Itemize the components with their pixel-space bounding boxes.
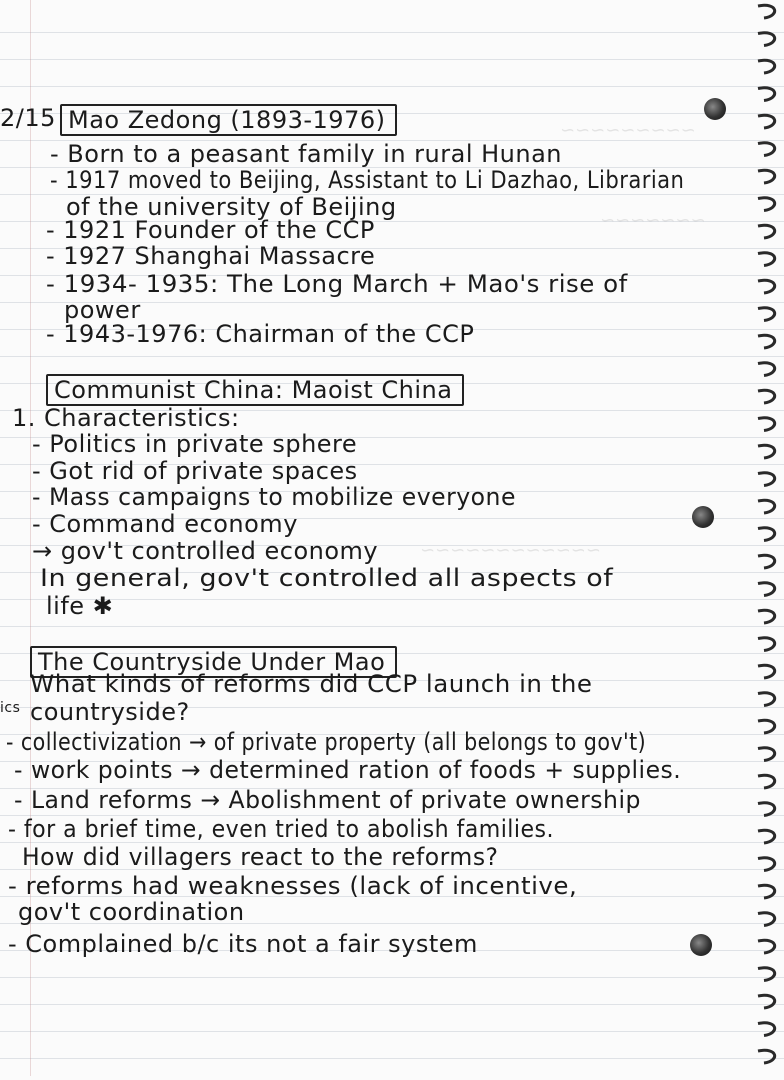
note-line: - reforms had weaknesses (lack of incentive, (8, 872, 578, 900)
spiral-ring (758, 225, 775, 238)
note-line: - 1917 moved to Beijing, Assistant to Li Dazhao, Librarian (50, 166, 685, 194)
spiral-ring (758, 858, 775, 871)
spiral-ring (758, 280, 775, 293)
spiral-ring (758, 610, 775, 623)
date-label: 2/15 (0, 104, 56, 132)
binder-hole (690, 934, 712, 956)
spiral-ring (758, 308, 775, 321)
note-line: 1. Characteristics: (12, 404, 240, 432)
note-line: - Got rid of private spaces (32, 457, 358, 485)
spiral-ring (758, 665, 775, 678)
binder-hole (704, 98, 726, 120)
spiral-ring (758, 1023, 775, 1036)
note-line: - collectivization → of private property (all belongs to gov't) (6, 728, 647, 756)
note-line: - Mass campaigns to mobilize everyone (32, 483, 516, 511)
spiral-ring (758, 500, 775, 513)
spiral-ring (758, 115, 775, 128)
spiral-ring (758, 995, 775, 1008)
spiral-ring (758, 143, 775, 156)
note-line: - 1927 Shanghai Massacre (46, 242, 376, 270)
spiral-ring (758, 390, 775, 403)
note-line: How did villagers react to the reforms? (22, 843, 499, 871)
note-line: gov't coordination (18, 898, 245, 926)
spiral-ring (758, 418, 775, 431)
spiral-ring (758, 170, 775, 183)
spiral-ring (758, 88, 775, 101)
spiral-ring (758, 555, 775, 568)
spiral-ring (758, 913, 775, 926)
spiral-ring (758, 885, 775, 898)
spiral-ring (758, 748, 775, 761)
spiral-ring (758, 335, 775, 348)
note-line: → gov't controlled economy (32, 537, 379, 565)
note-line: countryside? (30, 698, 190, 726)
note-line: In general, gov't controlled all aspects of (40, 564, 614, 592)
note-line: life ✱ (46, 592, 114, 620)
spiral-ring (758, 528, 775, 541)
spiral-ring (758, 1050, 775, 1063)
bleed-through: ~~~~~~~~~ (560, 120, 696, 141)
spiral-ring (758, 830, 775, 843)
note-line: of the university of Beijing (66, 193, 397, 221)
spiral-ring (758, 445, 775, 458)
binder-hole (692, 506, 714, 528)
note-line: power (64, 296, 141, 324)
bleed-through: ~~~~~~~ (600, 210, 706, 231)
section-heading-countryside: The Countryside Under Mao (30, 646, 397, 678)
note-line: - 1934- 1935: The Long March + Mao's rise of (46, 270, 628, 298)
spiral-ring (758, 583, 775, 596)
spiral-ring (758, 473, 775, 486)
section-heading-mao-zedong: Mao Zedong (1893-1976) (60, 104, 397, 136)
spiral-ring (758, 968, 775, 981)
spiral-ring (758, 775, 775, 788)
note-line: - Land reforms → Abolishment of private ownership (14, 786, 641, 814)
spiral-binding (750, 0, 784, 1076)
spiral-ring (758, 363, 775, 376)
spiral-ring (758, 638, 775, 651)
note-line: - work points → determined ration of foods + supplies. (14, 756, 682, 784)
spiral-ring (758, 198, 775, 211)
spiral-ring (758, 940, 775, 953)
spiral-ring (758, 720, 775, 733)
section-heading-maoist-china: Communist China: Maoist China (46, 374, 464, 406)
note-line: - 1943-1976: Chairman of the CCP (46, 320, 475, 348)
margin-fragment: ics (0, 700, 21, 716)
note-line: What kinds of reforms did CCP launch in the (30, 670, 593, 698)
spiral-ring (758, 5, 775, 18)
spiral-ring (758, 33, 775, 46)
note-line: - Complained b/c its not a fair system (8, 930, 478, 958)
spiral-ring (758, 803, 775, 816)
spiral-ring (758, 253, 775, 266)
note-line: - for a brief time, even tried to abolish families. (8, 815, 554, 843)
bleed-through: ~~~~~~~~~~~~ (420, 540, 601, 561)
note-line: - 1921 Founder of the CCP (46, 216, 375, 244)
spiral-ring (758, 693, 775, 706)
note-line: - Born to a peasant family in rural Hunan (50, 140, 562, 168)
note-line: - Politics in private sphere (32, 430, 358, 458)
spiral-rings (750, 0, 784, 1076)
note-line: - Command economy (32, 510, 298, 538)
spiral-ring (758, 60, 775, 73)
